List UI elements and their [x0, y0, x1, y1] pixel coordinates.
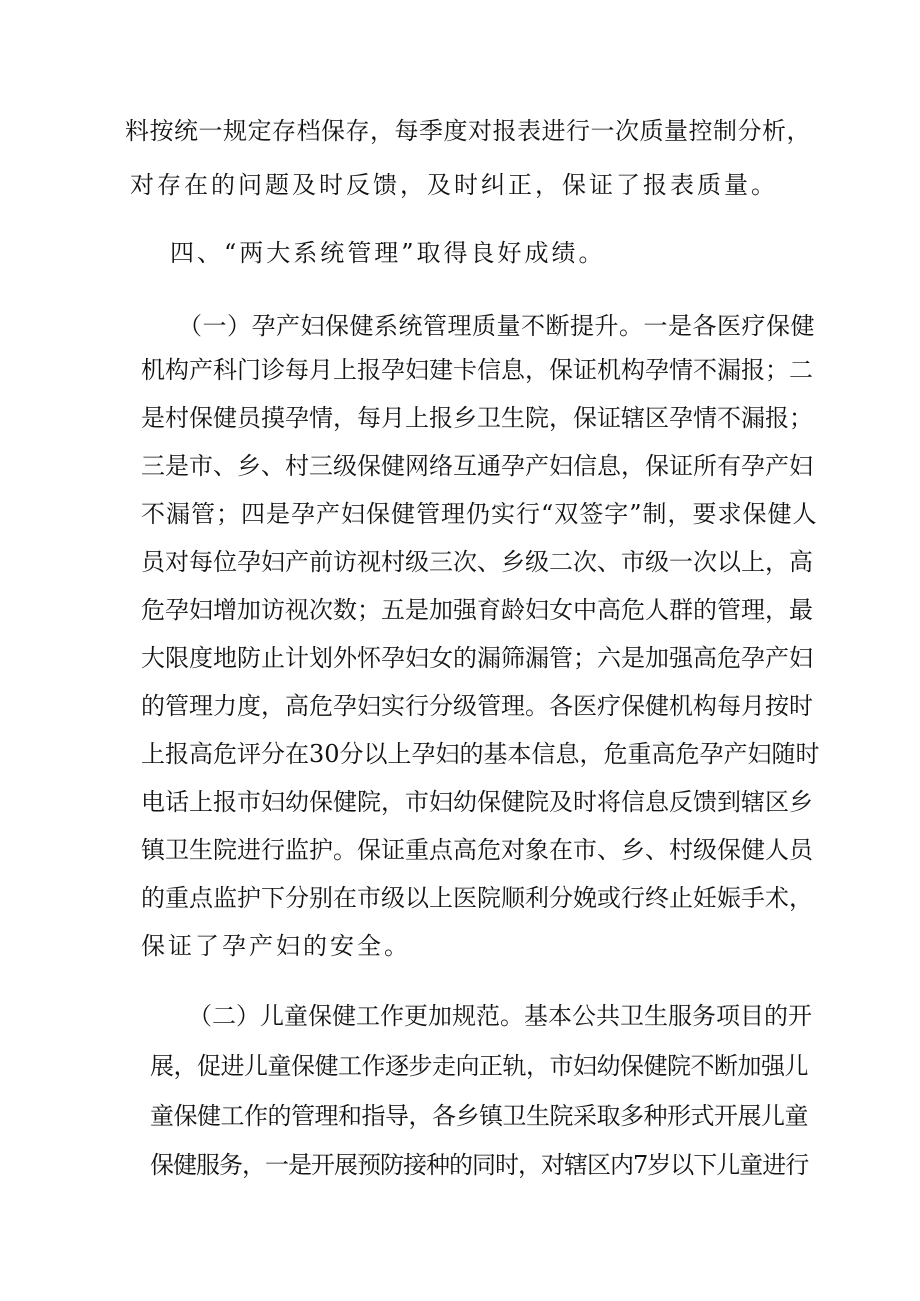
text-line: 的重点监护下分别在市级以上医院顺利分娩或行终止妊娠手术， — [141, 884, 813, 912]
text-line: 上报高危评分在30分以上孕妇的基本信息，危重高危孕产妇随时 — [141, 740, 820, 768]
text-line: 危孕妇增加访视次数；五是加强育龄妇女中高危人群的管理，最 — [141, 596, 813, 624]
text-line: 童保健工作的管理和指导，各乡镇卫生院采取多种形式开展儿童 — [150, 1102, 808, 1130]
text-line: 员对每位孕妇产前访视村级三次、乡级二次、市级一次以上，高 — [141, 548, 813, 576]
text-line: 三是市、乡、村三级保健网络互通孕产妇信息，保证所有孕产妇 — [141, 452, 813, 480]
text-line: 不漏管；四是孕产妇保健管理仍实行“双签字”制，要求保健人 — [141, 500, 818, 528]
text-line: 保证了孕产妇的安全。 — [141, 932, 411, 960]
text-line: 大限度地防止计划外怀孕妇女的漏筛漏管；六是加强高危孕产妇 — [141, 644, 813, 672]
text-line: 展，促进儿童保健工作逐步走向正轨，市妇幼保健院不断加强儿 — [150, 1052, 808, 1080]
text-line: 保健服务，一是开展预防接种的同时，对辖区内7岁以下儿童进行 — [150, 1151, 809, 1179]
text-line: 的管理力度，高危孕妇实行分级管理。各医疗保健机构每月按时 — [141, 692, 813, 720]
text-line: 电话上报市妇幼保健院，市妇幼保健院及时将信息反馈到辖区乡 — [141, 788, 813, 816]
text-line: 料按统一规定存档保存，每季度对报表进行一次质量控制分析， — [125, 117, 811, 145]
text-line: 机构产科门诊每月上报孕妇建卡信息，保证机构孕情不漏报；二 — [141, 356, 813, 384]
text-line: 镇卫生院进行监护。保证重点高危对象在市、乡、村级保健人员 — [141, 836, 813, 864]
text-line: 对存在的问题及时反馈，及时纠正，保证了报表质量。 — [130, 171, 778, 199]
text-line: 是村保健员摸孕情，每月上报乡卫生院，保证辖区孕情不漏报； — [141, 404, 813, 432]
section-heading: 四、“两大系统管理”取得良好成绩。 — [170, 239, 606, 267]
text-line: （二）儿童保健工作更加规范。基本公共卫生服务项目的开 — [188, 1002, 812, 1030]
text-line: （一）孕产妇保健系统管理质量不断提升。一是各医疗保健 — [178, 312, 815, 340]
